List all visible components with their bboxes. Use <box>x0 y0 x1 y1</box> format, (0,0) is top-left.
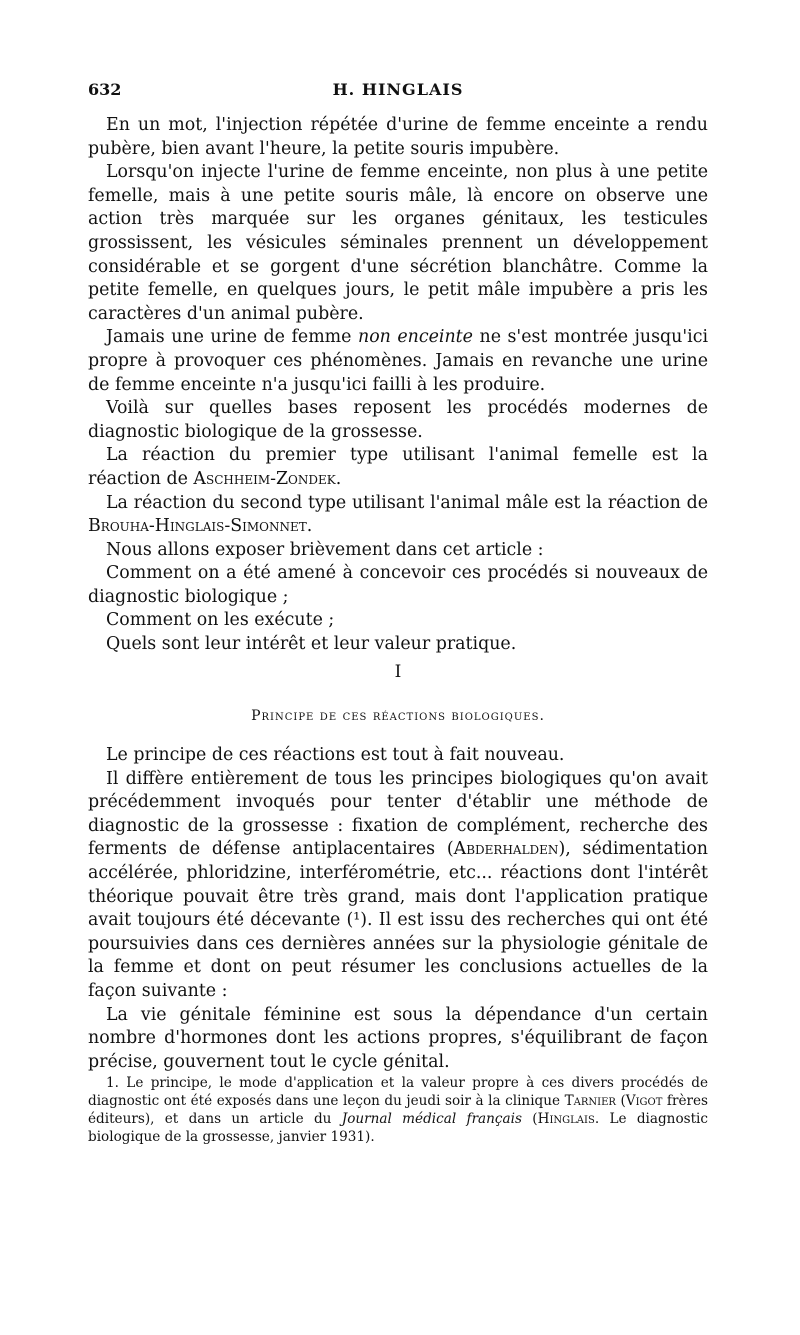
author-name: Hinglais <box>537 1111 595 1127</box>
paragraph: Lorsqu'on injecte l'urine de femme enceinte, non plus à une petite femelle, mais à une petite souris mâle, là encore on observe une action très marquée sur les organes génitaux, les testicules grossissent, les vésicules séminales prennent un développement considérable et se gorgent d'une sécrétion blanchâtre. Comme la petite femelle, en quelques jours, le petit mâle impubère a pris les caractères d'un animal pubère. <box>88 162 708 324</box>
paragraph: Voilà sur quelles bases reposent les procédés modernes de diagnostic biologique de la grossesse. <box>88 398 708 442</box>
author-name: Abderhalden <box>453 839 559 860</box>
paragraph: La réaction du premier type utilisant l'animal femelle est la réaction de Aschheim-Zondek. <box>88 445 708 489</box>
paragraph: Quels sont leur intérêt et leur valeur pratique. <box>106 634 517 655</box>
page-number: 632 <box>88 80 122 99</box>
running-title: H. HINGLAIS <box>332 80 464 99</box>
author-name: Aschheim-Zondek <box>193 468 336 489</box>
paragraph: Il diffère entièrement de tous les principes biologiques qu'on avait précédemment invoqués pour tenter d'établir une méthode de diagnostic de la grossesse : fixation de complément, recherche des ferments de défense antiplacentaires (Abderhalden), sédimentation accélérée, phloridzine, interférométrie, etc... réactions dont l'intérêt théorique pouvait être très grand, mais dont l'application pratique avait toujours été décevante (¹). Il est issu des recherches qui ont été poursuivies dans ces dernières années sur la physiologie génitale de la femme et dont on peut résumer les conclusions actuelles de la façon suivante : <box>88 768 708 1001</box>
paragraph: La réaction du second type utilisant l'animal mâle est la réaction de Brouha-Hinglais-Simonnet. <box>88 492 708 537</box>
section-title: Principe de ces réactions biologiques. <box>251 708 545 724</box>
emphasis: non enceinte <box>358 327 473 348</box>
clinic-name: Tarnier <box>564 1093 616 1109</box>
page-header <box>88 80 708 104</box>
paragraph: La vie génitale féminine est sous la dépendance d'un certain nombre d'hormones dont les actions propres, s'équilibrant de façon précise, gouvernent tout le cycle génital. <box>88 1004 708 1072</box>
body-text-bottom <box>88 744 708 1074</box>
paragraph: En un mot, l'injection répétée d'urine de femme enceinte a rendu pubère, bien avant l'heure, la petite souris impubère. <box>88 115 708 159</box>
paragraph: Comment on les exécute ; <box>106 610 335 631</box>
paragraph: Comment on a été amené à concevoir ces procédés si nouveaux de diagnostic biologique ; <box>88 563 708 607</box>
paragraph: Le principe de ces réactions est tout à fait nouveau. <box>106 745 565 765</box>
section-number: I <box>394 662 402 682</box>
body-text-top <box>88 114 708 657</box>
paragraph: Jamais une urine de femme non enceinte ne s'est montrée jusqu'ici propre à provoquer ces phénomènes. Jamais en revanche une urine de femme enceinte n'a jusqu'ici failli à les produire. <box>88 327 709 395</box>
journal-title: Journal médical français <box>341 1111 522 1127</box>
publisher-name: Vigot <box>625 1093 663 1109</box>
footnote: 1. Le principe, le mode d'application et la valeur propre à ces divers procédés de diagnostic ont été exposés dans une leçon du jeudi soir à la clinique Tarnier (Vigot frères éditeurs), et dans un article du Journal médical français (Hinglais. Le diagnostic biologique de la grossesse, janvier 1931). <box>88 1075 709 1145</box>
author-name: Brouha-Hinglais-Simonnet <box>88 516 307 537</box>
paragraph: Nous allons exposer brièvement dans cet article : <box>106 539 544 560</box>
